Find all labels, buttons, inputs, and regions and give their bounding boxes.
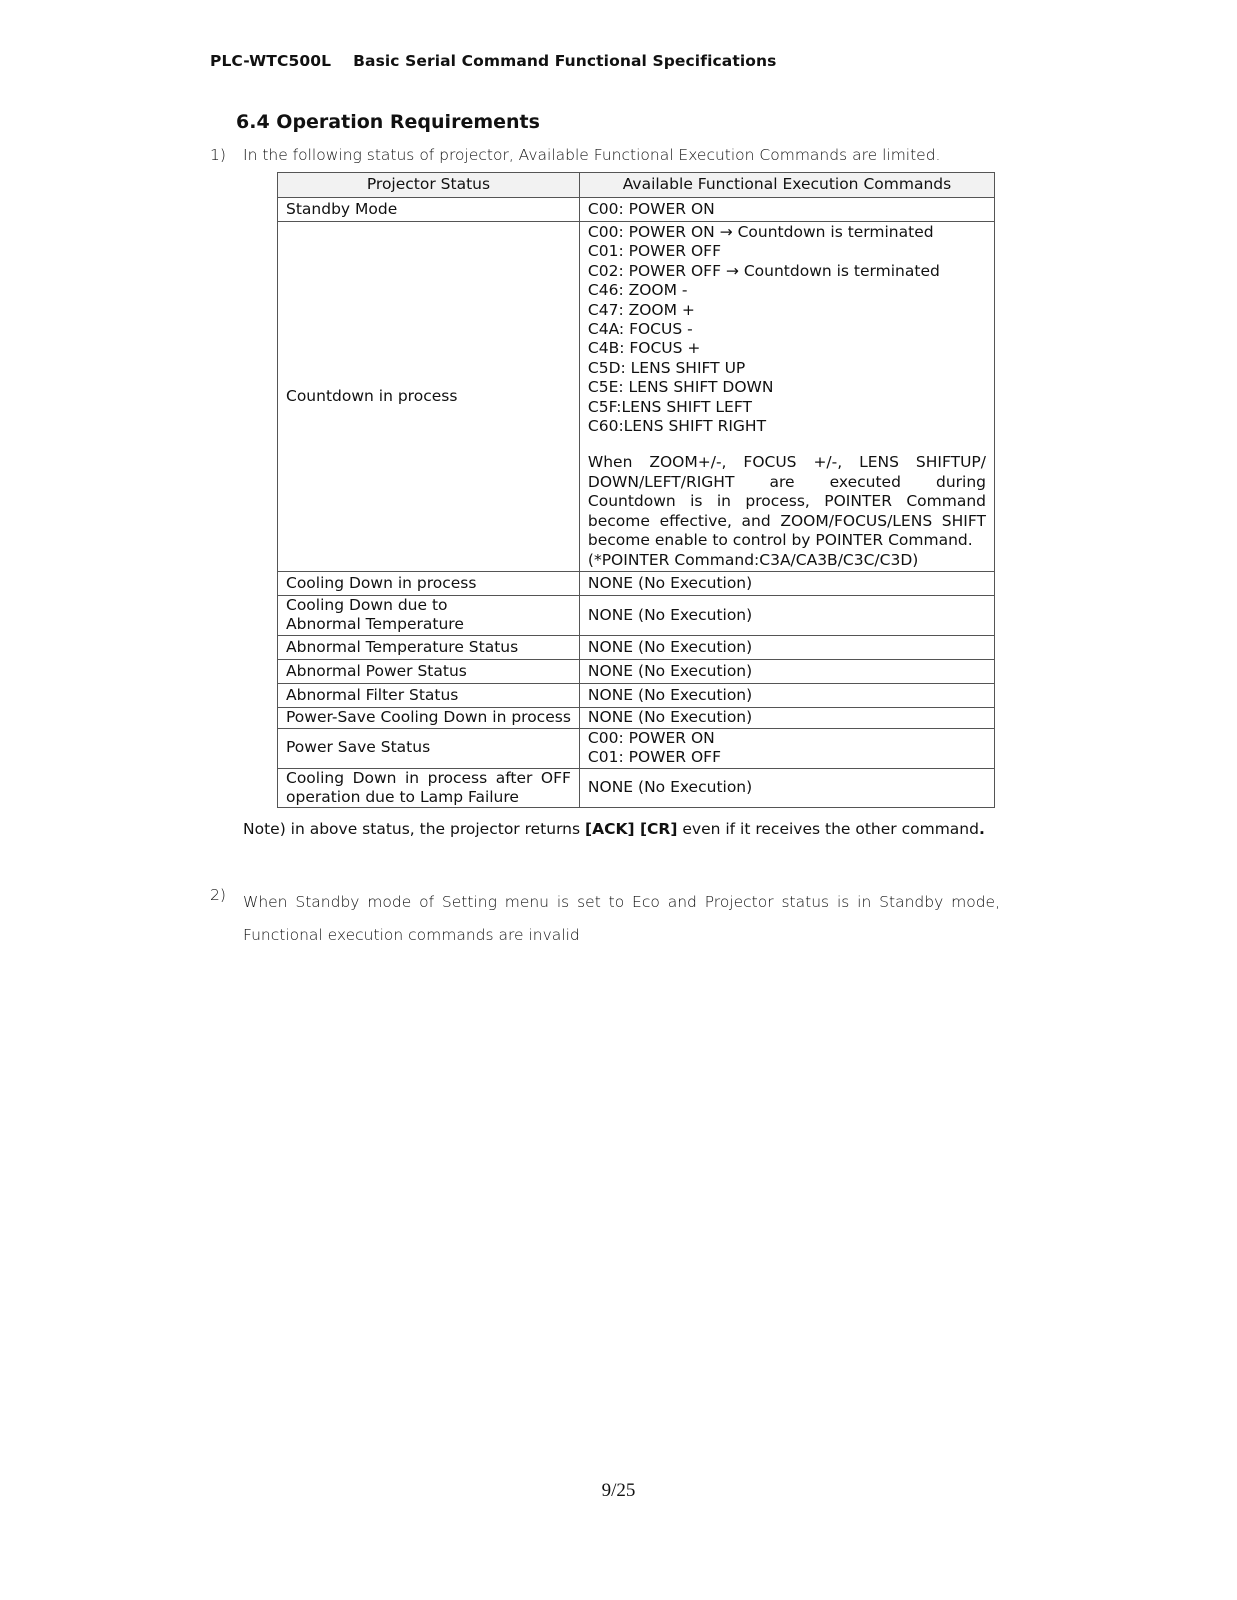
commands-cell: [579, 222, 994, 572]
note-suffix: even if it receives the other command: [677, 820, 979, 838]
status-cell: Power Save Status: [278, 728, 580, 768]
status-cell: Standby Mode: [278, 198, 580, 222]
command-line: C01: POWER OFF: [587, 242, 721, 261]
command-line: C60:LENS SHIFT RIGHT: [587, 417, 767, 436]
commands-cell: NONE (No Execution): [579, 683, 994, 707]
status-cell: Power-Save Cooling Down in process: [278, 707, 580, 728]
list-item-text: In the following status of projector, Available Functional Execution Commands are limited.: [243, 146, 941, 164]
countdown-note: When ZOOM+/-, FOCUS +/-, LENS SHIFTUP/ DOWN/LEFT/RIGHT are executed during Countdown is in process, POINTER Command become effective, and ZOOM/FOCUS/LENS SHIFT become enable to control by POINTER Command.: [587, 453, 986, 550]
table-row: [278, 222, 995, 572]
status-line: Cooling Down in process after OFF: [286, 768, 571, 787]
status-line: Cooling Down due to: [286, 595, 448, 614]
command-line: C5E: LENS SHIFT DOWN: [587, 378, 774, 397]
table-row: [278, 635, 995, 659]
table-row: [278, 659, 995, 683]
commands-cell: NONE (No Execution): [579, 659, 994, 683]
list-item-number: 2): [210, 886, 226, 904]
commands-cell: NONE (No Execution): [579, 707, 994, 728]
status-cell: Countdown in process: [278, 222, 580, 572]
command-line: C46: ZOOM -: [587, 281, 688, 300]
status-cell: [278, 595, 580, 635]
commands-cell: NONE (No Execution): [579, 595, 994, 635]
table-row: [278, 728, 995, 768]
status-cell: [278, 768, 580, 808]
command-line: C02: POWER OFF → Countdown is terminated: [587, 261, 940, 280]
command-line: C5F:LENS SHIFT LEFT: [587, 397, 752, 416]
operation-requirements-table: [277, 172, 995, 808]
status-cell: Cooling Down in process: [278, 571, 580, 595]
table-row: [278, 707, 995, 728]
table-note: [243, 820, 985, 838]
status-cell: Abnormal Temperature Status: [278, 635, 580, 659]
header-title: Basic Serial Command Functional Specifications: [353, 52, 777, 70]
section-number: 6.4: [236, 111, 270, 133]
column-header-status: Projector Status: [278, 173, 580, 198]
commands-cell: C00: POWER ON: [579, 198, 994, 222]
section-heading: [236, 111, 540, 133]
section-title: Operation Requirements: [276, 111, 540, 133]
commands-cell: NONE (No Execution): [579, 768, 994, 808]
table-row: [278, 571, 995, 595]
status-cell: Abnormal Power Status: [278, 659, 580, 683]
table-row: [278, 768, 995, 808]
status-line: operation due to Lamp Failure: [286, 787, 519, 806]
command-line: C47: ZOOM +: [587, 300, 695, 319]
command-line: C5D: LENS SHIFT UP: [587, 358, 746, 377]
spacer: [588, 436, 986, 453]
command-line: C00: POWER ON: [587, 728, 715, 747]
commands-cell: [579, 728, 994, 768]
command-line: C01: POWER OFF: [587, 748, 721, 767]
page-header: [210, 52, 776, 70]
note-code: [ACK] [CR]: [585, 820, 678, 838]
command-line: C4A: FOCUS -: [587, 320, 693, 339]
status-cell: Abnormal Filter Status: [278, 683, 580, 707]
table-header-row: [278, 173, 995, 198]
pointer-command-note: (*POINTER Command:C3A/CA3B/C3C/C3D): [587, 550, 919, 569]
header-model: PLC-WTC500L: [210, 52, 332, 70]
commands-cell: NONE (No Execution): [579, 635, 994, 659]
table-row: [278, 595, 995, 635]
list-item-number: 1): [210, 146, 226, 164]
note-end: .: [978, 820, 985, 838]
command-line: C00: POWER ON → Countdown is terminated: [587, 223, 934, 241]
commands-cell: NONE (No Execution): [579, 571, 994, 595]
page-number: 9/25: [601, 1480, 636, 1501]
list-item-2: [210, 886, 1000, 956]
command-line: C4B: FOCUS +: [587, 339, 701, 358]
list-item-text: When Standby mode of Setting menu is set to Eco and Projector status is in Standby mode, Functional execution commands are invalid: [243, 893, 1000, 944]
status-line: Abnormal Temperature: [286, 615, 464, 634]
table-row: [278, 198, 995, 222]
table-row: [278, 683, 995, 707]
note-prefix: Note) in above status, the projector returns: [243, 820, 585, 838]
column-header-commands: Available Functional Execution Commands: [579, 173, 994, 198]
